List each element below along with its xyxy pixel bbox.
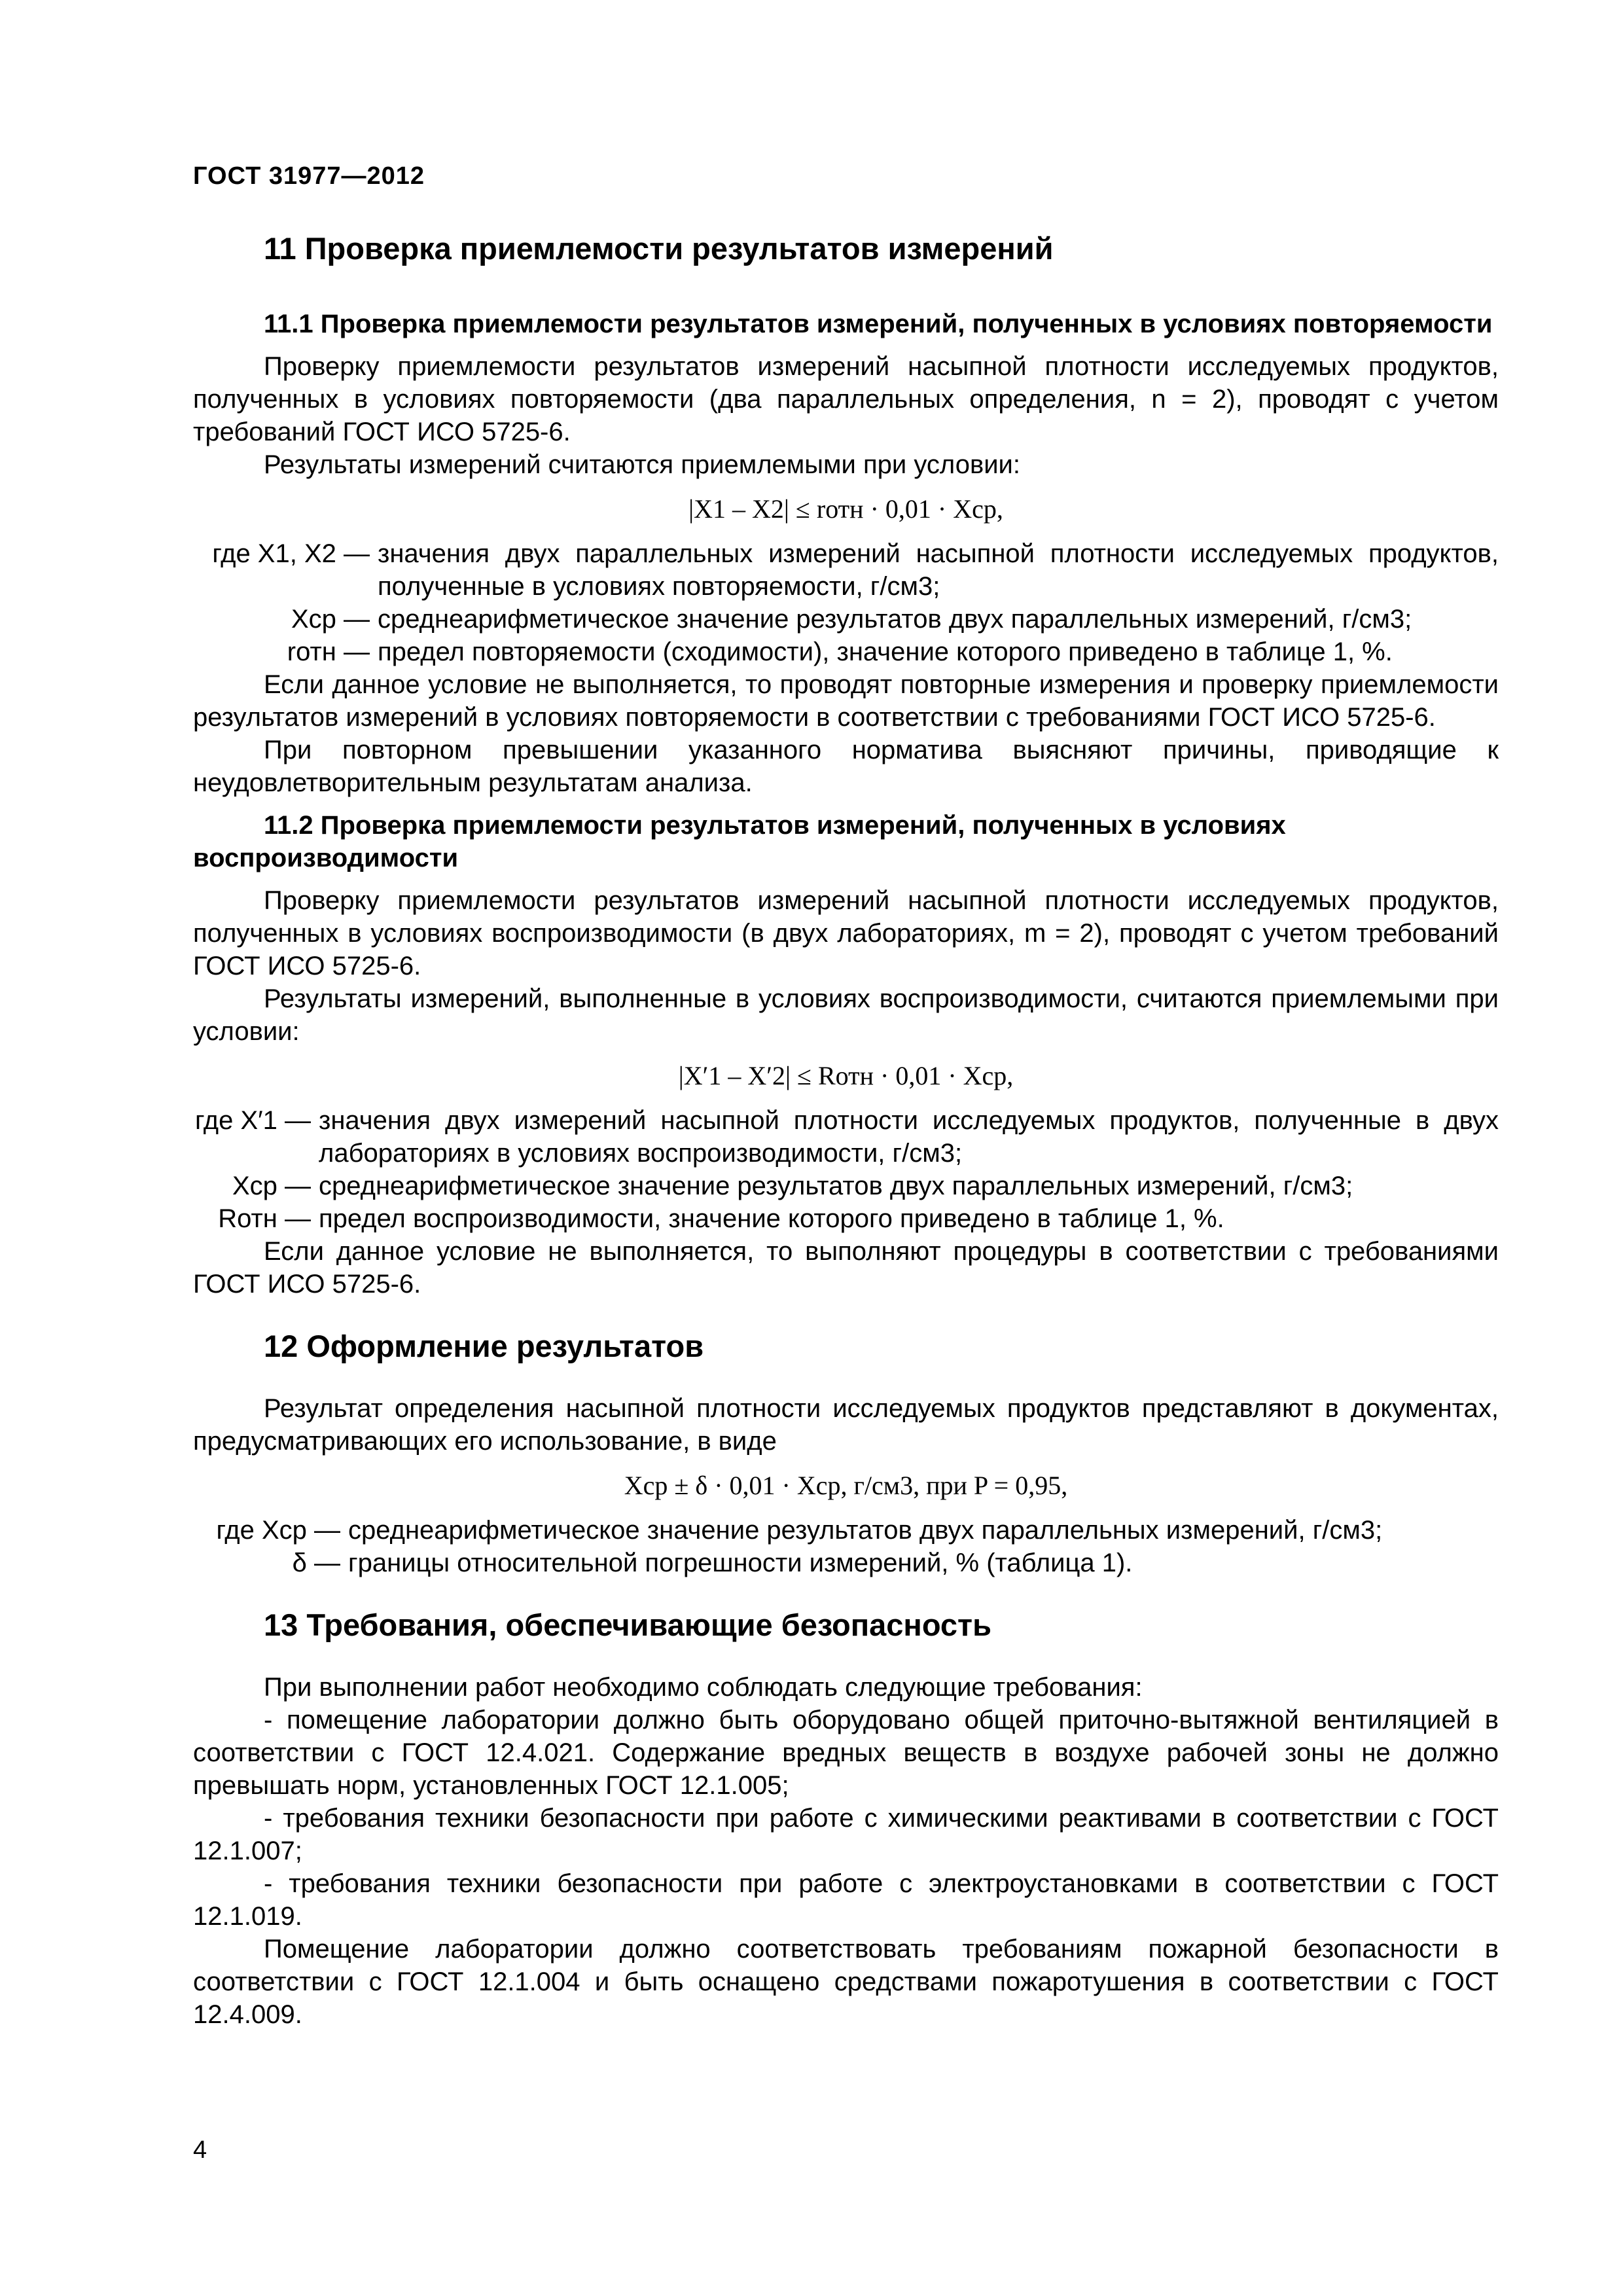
legend-symbol: δ — <box>292 1549 340 1577</box>
legend-symbol: где X1, X2 — <box>212 539 370 568</box>
paragraph: Результаты измерений считаются приемлемыми при условии: <box>264 450 1020 479</box>
legend-row <box>193 1514 1499 1547</box>
paragraph: - требования техники безопасности при работе с химическими реактивами в соответствии с ГОСТ 12.1.007; <box>193 1804 1499 1865</box>
formula-reproducibility: |X′1 – X′2| ≤ Rотн · 0,01 · Xср, <box>678 1061 1014 1090</box>
legend-text: границы относительной погрешности измерений, % (таблица 1). <box>348 1549 1133 1577</box>
paragraph: При выполнении работ необходимо соблюдать следующие требования: <box>264 1673 1143 1702</box>
section-13-title: 13 Требования, обеспечивающие безопасность <box>264 1607 991 1642</box>
legend-row <box>193 1170 1499 1202</box>
paragraph: Помещение лаборатории должно соответствовать требованиям пожарной безопасности в соответствии с ГОСТ 12.1.004 и быть оснащено средствами пожаротушения в соответствии с ГОСТ 12.4.009. <box>193 1935 1499 2029</box>
formula-repeatability: |X1 – X2| ≤ rотн · 0,01 · Xср, <box>688 494 1003 524</box>
legend-text: предел повторяемости (сходимости), значение которого приведено в таблице 1, %. <box>378 637 1393 666</box>
legend-row <box>193 1547 1499 1579</box>
formula-result: Xср ± δ · 0,01 · Xср, г/см3, при P = 0,95, <box>624 1471 1068 1500</box>
paragraph: - помещение лаборатории должно быть оборудовано общей приточно-вытяжной вентиляцией в соответствии с ГОСТ 12.4.021. Содержание вредных веществ в воздухе рабочей зоны не должно превышать норм, установленных ГОСТ 12.1.005; <box>193 1706 1499 1800</box>
paragraph: Результаты измерений, выполненные в условиях воспроизводимости, считаются приемлемыми при условии: <box>193 984 1499 1046</box>
legend-symbol: где Xср — <box>216 1516 340 1545</box>
legend-row <box>193 636 1499 668</box>
legend-text: среднеарифметическое значение результатов двух параллельных измерений, г/см3; <box>348 1516 1383 1545</box>
subsection-11-1-title: 11.1 Проверка приемлемости результатов измерений, полученных в условиях повторяемости <box>264 310 1493 338</box>
legend-row <box>193 537 1499 603</box>
page-number: 4 <box>193 2136 207 2164</box>
paragraph: Результат определения насыпной плотности исследуемых продуктов представляют в документах, предусматривающих его использование, в виде <box>193 1394 1499 1456</box>
legend-text: значения двух измерений насыпной плотности исследуемых продуктов, полученные в двух лабораториях в условиях воспроизводимости, г/см3; <box>319 1106 1499 1168</box>
paragraph: Проверку приемлемости результатов измерений насыпной плотности исследуемых продуктов, полученных в условиях воспроизводимости (в двух лабораториях, m = 2), проводят с учетом требований ГОСТ ИСО 5725-6. <box>193 886 1499 980</box>
section-11-title: 11 Проверка приемлемости результатов измерений <box>264 231 1054 266</box>
legend-text: среднеарифметическое значение результатов двух параллельных измерений, г/см3; <box>319 1172 1353 1200</box>
subsection-11-2-title: 11.2 Проверка приемлемости результатов измерений, полученных в условиях воспроизводимости <box>193 811 1286 872</box>
legend-symbol: Xср — <box>291 605 370 634</box>
legend-symbol: Xср — <box>232 1172 311 1200</box>
legend-symbol: где X′1 — <box>194 1106 311 1135</box>
paragraph: Если данное условие не выполняется, то проводят повторные измерения и проверку приемлемости результатов измерений в условиях повторяемости в соответствии с требованиями ГОСТ ИСО 5725-6. <box>193 670 1499 732</box>
legend-symbol: rотн — <box>287 637 370 666</box>
legend-row <box>193 603 1499 636</box>
legend-symbol: Rотн — <box>218 1204 311 1233</box>
legend-text: значения двух параллельных измерений насыпной плотности исследуемых продуктов, полученные в условиях повторяемости, г/см3; <box>378 539 1499 601</box>
paragraph: При повторном превышении указанного норматива выясняют причины, приводящие к неудовлетворительным результатам анализа. <box>193 736 1499 797</box>
paragraph: Проверку приемлемости результатов измерений насыпной плотности исследуемых продуктов, полученных в условиях повторяемости (два параллельных определения, n = 2), проводят с учетом требований ГОСТ ИСО 5725-6. <box>193 352 1499 446</box>
paragraph: Если данное условие не выполняется, то выполняют процедуры в соответствии с требованиями ГОСТ ИСО 5725-6. <box>193 1237 1499 1299</box>
section-12-title: 12 Оформление результатов <box>264 1329 704 1363</box>
legend-text: среднеарифметическое значение результатов двух параллельных измерений, г/см3; <box>378 605 1412 634</box>
legend-text: предел воспроизводимости, значение которого приведено в таблице 1, %. <box>319 1204 1224 1233</box>
legend-row <box>193 1104 1499 1170</box>
document-code: ГОСТ 31977—2012 <box>193 162 425 190</box>
legend-row <box>193 1202 1499 1235</box>
paragraph: - требования техники безопасности при работе с электроустановками в соответствии с ГОСТ 12.1.019. <box>193 1869 1499 1931</box>
document-body <box>193 229 1499 2031</box>
